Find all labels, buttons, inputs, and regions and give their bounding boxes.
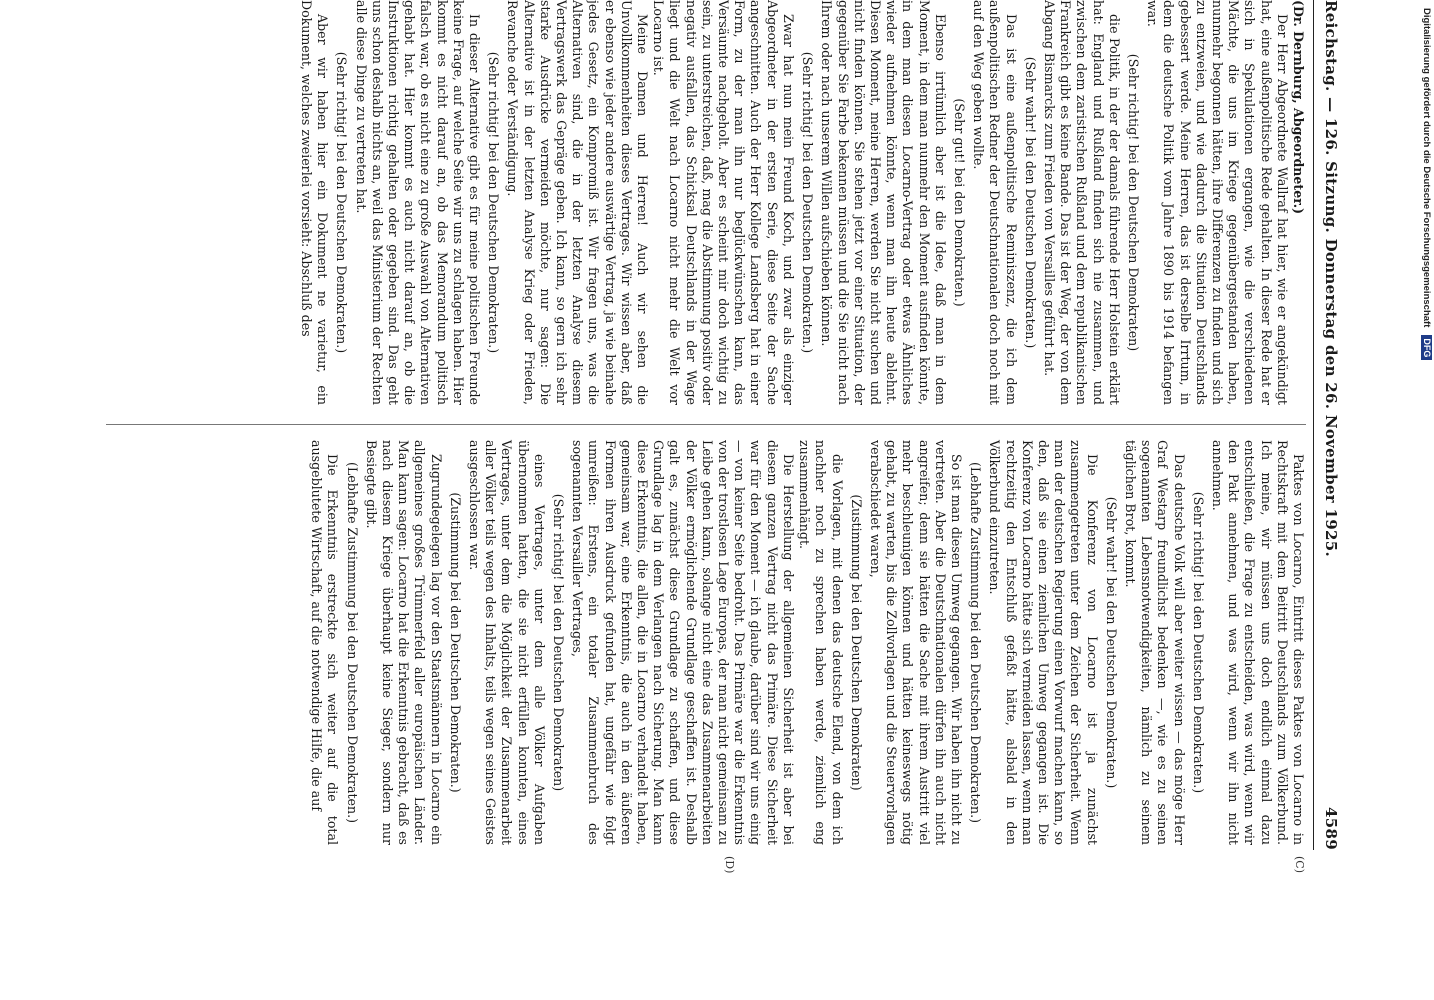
paragraph: [1122, 440, 1187, 845]
paragraph-text: Meine Damen und Herren! Auch wir sehen die Unvollkommenheiten dieses Vertrages. Wir wissen aber, daß er ebenso wie jeder andere auswärtige Vertrag, ja wie beinahe jedes Gesetz, ein Kompromiß ist. Wir fragen uns, was die Alternativen sind, die in der letzten Analyse diesem Vertragswerk das Gepräge geben. Ich kann, so gern ich sehr starke Ausdrücke vermeiden möchte, nur sagen: Die Alternative ist in der letzten Analyse Krieg oder Frieden, Revanche oder Verständigung.: [505, 0, 651, 405]
paragraph: [298, 0, 330, 405]
interjection: [799, 0, 815, 405]
paragraph: [363, 440, 444, 845]
paragraph: [1209, 440, 1306, 845]
paragraph-text: (Sehr wahr! bei den Deutschen Demokraten.): [1022, 56, 1038, 349]
paragraph: [867, 440, 964, 845]
paragraph-text: (Lebhafte Zustimmung bei den Deutschen Demokraten.): [344, 461, 360, 824]
paragraph-text: (Sehr richtig! bei den Deutschen Demokraten.): [486, 51, 502, 354]
paragraph: [986, 440, 1099, 845]
paragraph-text: Die Herstellung der allgemeinen Sicherheit ist aber bei diesem ganzen Vertrag nicht das Primäre. Diese Sicherheit war für den Moment — ich glaube, darüber sind wir uns einig — von keiner Seite bedroht. Das Primäre war die Erkenntnis von der trostlosen Lage Europas, der man nicht gemeinsam zu Leibe gehen kann, solange nicht eine das Zusammenarbeiten der Völker ermöglichende Grundlage geschaffen ist. Deshalb galt es, zunächst diese Grundlage zu schaffen, und diese Grundlage lag in dem Verlangen nach Sicherung. Man kann diese Erkenntnis, die allen, die in Locarno verhandelt haben, gemeinsam war, eine Erkenntnis, die auch in den äußeren Formen ihren Ausdruck gefunden hat, ungefähr wie folgt umreißen: Erstens, ein totaler Zusammenbruch des sogenannten Versailler Vertrages,: [570, 440, 796, 845]
interjection: [1190, 440, 1206, 845]
paragraph: [1144, 0, 1290, 405]
rotated-page: [84, 0, 1346, 874]
digitization-note: [1418, 8, 1432, 992]
paragraph-text: Das deutsche Volk will aber weiter wissen — das möge Herr Graf Westarp freundlichst bedenken —, wie es zu seinen sogenannten Lebensnotwendigkeiten, nämlich zu seinem täglichen Brot, kommt.: [1122, 440, 1187, 845]
paragraph-text: Ebenso irrtümlich aber ist die Idee, daß man in dem Moment, in dem man nunmehr den Moment ausfinden könnte, in dem man diesen Locarno-Vertrag oder etwas Ähnliches wieder aufnehmen könnte, wenn man ihn heute ablehnt. Diesen Moment, meine Herren, werden Sie nicht suchen und nicht finden können. Sie stehen jetzt vor einer Situation, der gegenüber Sie Farbe bekennen müssen und die Sie nicht nach Ihrem oder nach unserem Willen aufschieben können.: [819, 0, 948, 405]
interjection: [447, 440, 463, 845]
paragraph-text: Zwar hat nun mein Freund Koch, und zwar als einziger Abgeordneter in der ersten Serie, diese Seite der Sache angeschnitten. Auch der Herr Kollege Landsberg hat in einer Form, zu der man ihn nur beglückwünschen kann, das Versäumte nachgeholt. Aber es scheint mir doch wichtig zu sein, zu unterstreichen, daß, mag die Abstimmung positiv oder negativ ausfallen, das Schicksal Deutschlands in der Wage liegt und die Welt nach Locarno nicht mehr die Welt vor Locarno ist.: [651, 0, 796, 405]
paragraph-text: (Sehr gut! bei den Demokraten.): [951, 98, 967, 307]
paragraph: [308, 440, 340, 845]
paragraph-text: (Sehr wahr! bei den Deutschen Demokraten.): [1103, 496, 1119, 789]
interjection: [848, 440, 864, 845]
paragraph: [650, 0, 796, 405]
paragraph-text: (Sehr richtig! bei den Deutschen Demokraten.): [800, 51, 816, 354]
paragraph-text: die Politik, in der der damals führende Herr Holstein erklärt hat: England und Rußland finden sich nie zusammen, und zwischen dem zaristischen Rußland und dem republikanischen Frankreich gibt es keine Bande. Das ist der Weg, der von dem Abgang Bismarcks zum Frieden von Versailles geführt hat.: [1041, 0, 1122, 405]
paragraph: [504, 0, 650, 405]
paragraph-text: Der Herr Abgeordnete Wallraf hat hier, wie er angekündigt hat, eine außenpolitische Rede gehalten. In dieser Rede hat er sich in Spekulationen ergangen, wie die verschiedenen Mächte, die uns im Kriege gegenübergestanden haben, nunmehr begonnen hätten, ihre Differenzen zu finden und sich zu entzweien, und wie dadurch die Situation Deutschlands gebessert werde. Meine Herren, das ist derselbe Irrtum, in dem die deutsche Politik vom Jahre 1890 bis 1914 befangen war.: [1145, 0, 1290, 405]
interjection: [333, 0, 349, 405]
paragraph-text: So ist man diesen Umweg gegangen. Wir haben ihn nicht zu vertreten. Aber die Deutschnationalen dürfen ihn auch nicht angreifen; denn sie hätten die Sache mit ihrem Austritt viel mehr beschleunigen können und hätten keineswegs nötig gehabt, zu warten, bis die Zollvorlagen und die Steuervorlagen verabschiedet waren,: [867, 440, 964, 845]
paragraph-text: (Sehr richtig! bei den Deutschen Demokraten): [551, 493, 567, 792]
paragraph-text: eines Vertrages, unter dem alle Völker Aufgaben übernommen hatten, die sie nicht erfüllen konnten, eines Vertrages, unter dem die Möglichkeit der Zusammenarbeit aller Völker teils wegen des Inhalts, teils wegen seines Geistes ausgeschlossen war.: [467, 440, 547, 845]
interjection: [550, 440, 566, 845]
paragraph: [466, 440, 547, 845]
paragraph-text: (Sehr richtig! bei den Deutschen Demokraten): [1125, 53, 1141, 352]
interjection: [485, 0, 501, 405]
interjection: [951, 0, 967, 405]
right-column: [106, 440, 1306, 845]
page-number: 4589: [1322, 807, 1340, 850]
paragraph-text: Zugrundegelegen lag vor den Staatsmännern in Locarno ein allgemeines großes Trümmerfeld aller europäischen Länder. Man kann sagen: Locarno hat die Erkenntnis gebracht, daß es nach diesem Kriege überhaupt keine Sieger, sondern nur Besiegte gibt.: [363, 440, 444, 845]
header-rule: [1313, 0, 1314, 850]
paragraph-text: Die Konferenz von Locarno ist ja zunächst zusammengetreten unter dem Zeichen der Sicherheit. Wenn man der deutschen Regierung einen Vorwurf machen kann, so den, daß sie einen ziemlichen Umweg gegangen ist. Die Konferenz von Locarno hätte sich vermeiden lassen, wenn man rechtzeitig den Entschluß gefaßt hätte, alsbald in den Völkerbund einzutreten.: [987, 440, 1100, 845]
paragraph-text: Aber wir haben hier ein Dokument ne varietur, ein Dokument, welches zweierlei vorsieht: Abschluß des: [299, 0, 331, 405]
speaker-label: (Dr. Dernburg, Abgeordneter.): [1291, 0, 1306, 215]
interjection: [967, 440, 983, 845]
paragraph: [970, 0, 1019, 405]
paragraph-text: (Zustimmung bei den Deutschen Demokraten.): [447, 492, 463, 793]
paragraph-text: (Zustimmung bei den Deutschen Demokraten): [848, 494, 864, 791]
paragraph-text: Das ist eine außenpolitische Reminiszenz, die ich dem außenpolitischen Redner der Deutschnationalen doch noch mit auf den Weg geben wollte.: [971, 0, 1019, 405]
paragraph: [352, 0, 482, 405]
paragraph-text: (Sehr richtig! bei den Deutschen Demokraten.): [1190, 491, 1206, 794]
margin-marker-c: (C): [1293, 856, 1306, 873]
dfg-logo: DFG: [1421, 335, 1432, 360]
paragraph-text: In dieser Alternative gibt es für meine politischen Freunde keine Frage, auf welche Seite wir uns zu schlagen haben. Hier kommt es nicht darauf an, ob das Memorandum politisch falsch war, ob es nicht eine zu große Auswahl von Alternativen gehabt hat. Hier kommt es auch nicht darauf an, ob die Instruktionen richtig gehalten oder gegeben sind. Das geht uns schon deshalb nichts an, weil das Ministerium der Rechten alle diese Dinge zu vertreten hat.: [353, 0, 483, 405]
interjection: [343, 440, 359, 845]
paragraph: [818, 0, 948, 405]
paragraph: [1041, 0, 1122, 405]
paragraph: [569, 440, 796, 845]
left-column: [106, 0, 1306, 405]
paragraph-text: Die Erkenntnis erstreckte sich weiter auf die total ausgeblutete Wirtschaft, auf die notwendige Hilfe, die auf: [309, 440, 341, 845]
digitization-label: Digitalisierung gefördert durch die Deutsche Forschungsgemeinschaft: [1421, 8, 1432, 328]
interjection: [1103, 440, 1119, 845]
paragraph-text: (Lebhafte Zustimmung bei den Deutschen Demokraten.): [968, 461, 984, 824]
paragraph: [796, 440, 845, 845]
page-header: [1316, 0, 1340, 850]
interjection: [1022, 0, 1038, 405]
paragraph: [1290, 0, 1306, 405]
column-divider: [106, 424, 1306, 425]
page-title: Reichstag. — 126. Sitzung. Donnerstag den 26. November 1925.: [1322, 0, 1340, 557]
margin-marker-d: (D): [723, 856, 736, 874]
interjection: [1125, 0, 1141, 405]
paragraph-text: die Vorlagen, mit denen das deutsche Elend, von dem ich nachher noch zu sprechen haben werde, ziemlich eng zusammenhängt.: [797, 440, 845, 845]
paragraph-text: Paktes von Locarno, Eintritt dieses Paktes von Locarno in Rechtskraft mit dem Beitritt Deutschlands zum Völkerbund. Ich meine, wir müssen uns doch endlich einmal dazu entschließen, die Frage zu entscheiden, was wird, wenn wir den Pakt annehmen, und was wird, wenn wir ihn nicht annehmen.: [1209, 440, 1306, 845]
paragraph-text: (Sehr richtig! bei den Deutschen Demokraten.): [334, 51, 350, 354]
